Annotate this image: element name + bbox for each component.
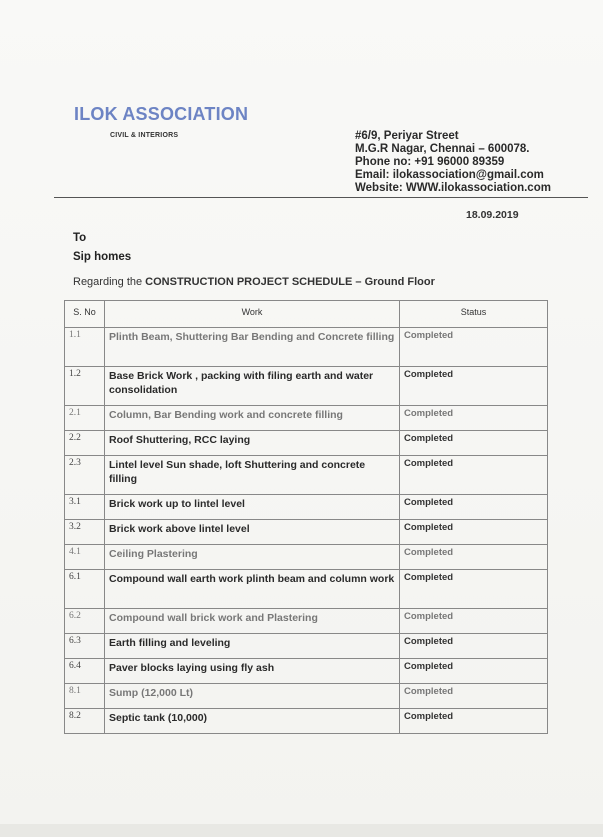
row-work: Column, Bar Bending work and concrete filling [105,406,400,431]
row-status: Completed [400,367,548,406]
table-row [65,684,548,709]
row-work: Brick work up to lintel level [105,495,400,520]
table-row [65,406,548,431]
row-sno: 3.1 [65,495,105,520]
recipient-name: Sip homes [73,251,132,263]
row-work: Paver blocks laying using fly ash [105,659,400,684]
row-sno: 3.2 [65,520,105,545]
row-work: Brick work above lintel level [105,520,400,545]
address-line: M.G.R Nagar, Chennai – 600078. [355,143,530,155]
row-work: Roof Shuttering, RCC laying [105,431,400,456]
row-work: Lintel level Sun shade, loft Shuttering and concrete filling [105,456,400,495]
row-work: Plinth Beam, Shuttering Bar Bending and Concrete filling [105,328,400,367]
row-sno: 8.1 [65,684,105,709]
address-line: #6/9, Periyar Street [355,130,459,142]
row-work: Compound wall brick work and Plastering [105,609,400,634]
row-work: Ceiling Plastering [105,545,400,570]
row-status: Completed [400,431,548,456]
row-status: Completed [400,545,548,570]
table-row [65,328,548,367]
column-header-sno: S. No [65,301,105,328]
table-row [65,520,548,545]
row-status: Completed [400,570,548,609]
row-work: Sump (12,000 Lt) [105,684,400,709]
row-status: Completed [400,709,548,734]
row-sno: 6.2 [65,609,105,634]
table-row [65,456,548,495]
row-status: Completed [400,456,548,495]
row-status: Completed [400,634,548,659]
schedule-table [64,300,548,734]
table-header-row [65,301,548,328]
row-status: Completed [400,406,548,431]
row-work: Compound wall earth work plinth beam and column work [105,570,400,609]
row-status: Completed [400,684,548,709]
subject-prefix: Regarding the [73,276,143,288]
subject-line [73,276,435,288]
table-row [65,609,548,634]
row-work: Earth filling and leveling [105,634,400,659]
table-row [65,659,548,684]
company-tagline: CIVIL & INTERIORS [110,132,179,139]
row-work: Septic tank (10,000) [105,709,400,734]
page-bottom-edge [0,824,603,837]
row-sno: 2.1 [65,406,105,431]
table-row [65,709,548,734]
email-line: Email: ilokassociation@gmail.com [355,169,544,181]
subject-suffix: – Ground Floor [355,276,435,288]
row-sno: 2.3 [65,456,105,495]
row-sno: 4.1 [65,545,105,570]
column-header-work: Work [105,301,400,328]
row-sno: 1.2 [65,367,105,406]
row-status: Completed [400,328,548,367]
row-status: Completed [400,659,548,684]
row-status: Completed [400,495,548,520]
row-sno: 1.1 [65,328,105,367]
company-name: ILOK ASSOCIATION [74,104,249,124]
table-row [65,545,548,570]
row-status: Completed [400,520,548,545]
table-row [65,431,548,456]
subject-title: CONSTRUCTION PROJECT SCHEDULE [145,276,353,288]
phone-line: Phone no: +91 96000 89359 [355,156,505,168]
to-label: To [73,232,87,244]
table-row [65,634,548,659]
row-sno: 2.2 [65,431,105,456]
row-sno: 6.3 [65,634,105,659]
table-row [65,570,548,609]
column-header-status: Status [400,301,548,328]
letter-date: 18.09.2019 [466,209,519,221]
row-work: Base Brick Work , packing with filing earth and water consolidation [105,367,400,406]
row-status: Completed [400,609,548,634]
header-divider [54,197,588,198]
company-address [355,130,551,195]
row-sno: 8.2 [65,709,105,734]
table-row [65,367,548,406]
row-sno: 6.1 [65,570,105,609]
table-row [65,495,548,520]
website-line: Website: WWW.ilokassociation.com [355,182,551,194]
row-sno: 6.4 [65,659,105,684]
